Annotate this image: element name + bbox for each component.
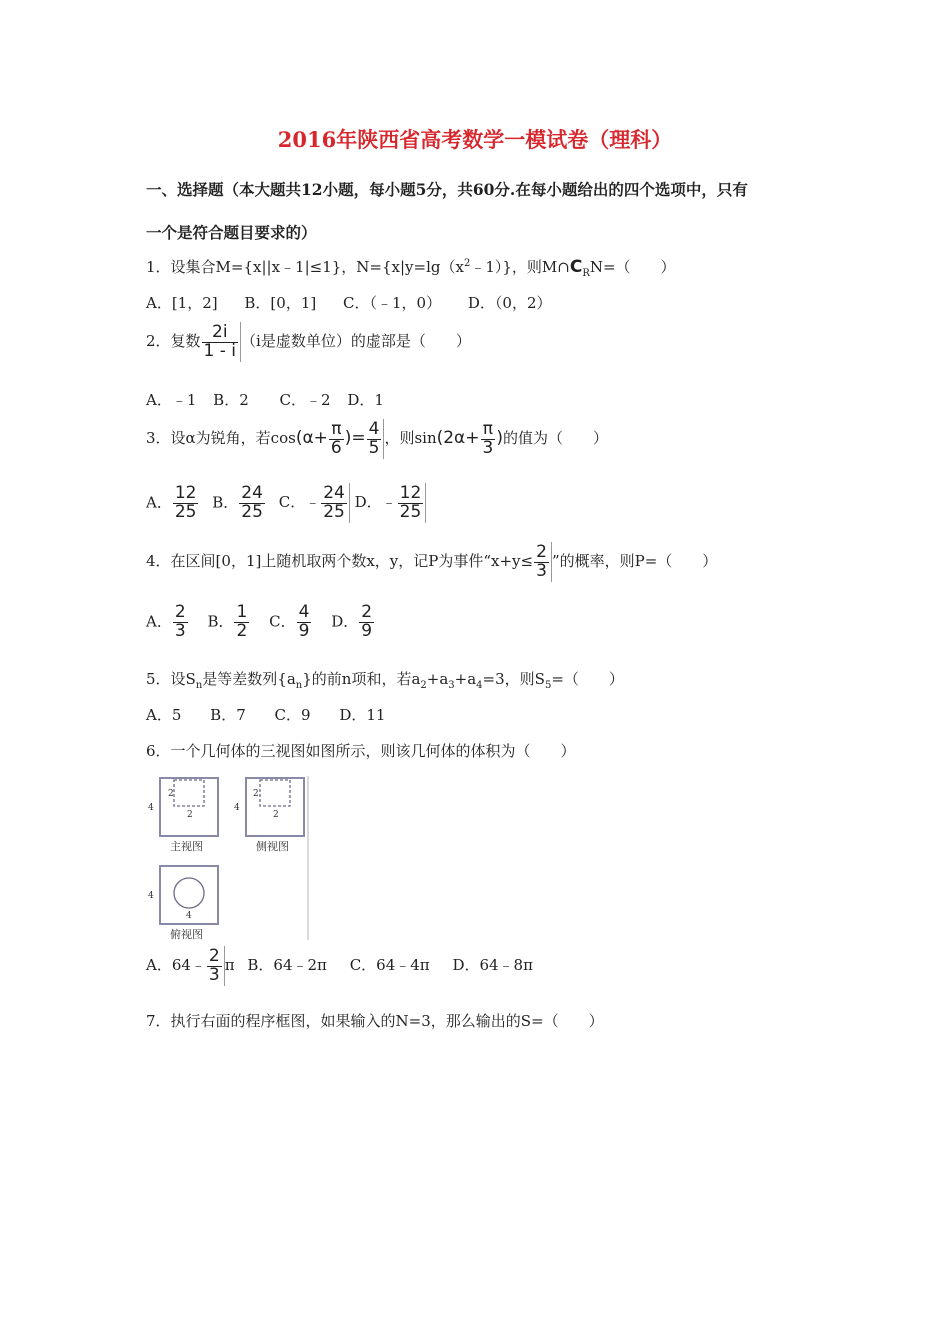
option-denominator: 9 <box>298 620 310 641</box>
option-fraction <box>173 482 199 522</box>
q6-option-c: C．64﹣4π <box>349 956 430 974</box>
option-fraction <box>207 945 222 985</box>
option-denominator: 2 <box>236 620 248 641</box>
option-fraction <box>173 604 188 641</box>
side-dim-2-horizontal: 2 <box>273 810 279 820</box>
q1-option-c: C．（﹣1，0） <box>343 294 442 312</box>
q3-prefix: 3．设α为锐角，若cos <box>146 429 296 447</box>
option-fraction <box>321 482 347 522</box>
q3-denominator: 3 <box>482 437 494 458</box>
q1-superscript: 2 <box>463 258 471 269</box>
option-label: A． <box>146 493 172 511</box>
option-label: A． <box>146 612 172 631</box>
q3-option-b <box>212 482 266 522</box>
option-label: D． <box>331 612 359 631</box>
q6-option-d: D．64﹣8π <box>452 956 533 974</box>
q5-option-b: B．7 <box>210 706 246 724</box>
option-label: A．64﹣ <box>146 956 206 974</box>
q1-stem-part: N=（ ） <box>589 258 676 276</box>
q3-denominator: 5 <box>368 437 380 458</box>
question-2-stem <box>146 322 471 362</box>
option-denominator: 25 <box>241 501 263 522</box>
q1-option-a: A．[1，2] <box>146 294 218 312</box>
front-dim-2-vertical: 2 <box>168 789 174 799</box>
q3-paren-close: )= <box>344 428 366 448</box>
q5-text: 5．设S <box>146 670 196 688</box>
side-view-square <box>246 778 304 836</box>
side-dim-4: 4 <box>234 803 240 813</box>
option-label: D．﹣ <box>354 493 397 511</box>
question-7-stem: 7．执行右面的程序框图，如果输入的N=3，那么输出的S=（ ） <box>146 1012 604 1030</box>
top-dim-4-vertical: 4 <box>148 891 154 901</box>
q3-option-a <box>146 482 199 522</box>
q2-option-d: D．1 <box>347 391 384 409</box>
question-6-stem: 6．一个几何体的三视图如图所示，则该几何体的体积为（ ） <box>146 742 576 760</box>
q5-option-a: A．5 <box>146 706 182 724</box>
q4-option-c <box>269 604 312 641</box>
q3-pi: π <box>331 418 342 439</box>
q2-option-c: C．﹣2 <box>279 391 331 409</box>
q6-option-a <box>146 946 235 986</box>
option-denominator: 25 <box>399 501 422 522</box>
front-view-square <box>160 778 218 836</box>
three-view-drawing <box>140 772 320 944</box>
q1-subscript: R <box>582 268 590 279</box>
side-view-hidden-box <box>260 780 290 806</box>
q5-text: =（ ） <box>551 670 624 688</box>
option-label: B． <box>212 493 239 511</box>
question-1-options <box>146 292 552 313</box>
option-numerator: 2 <box>208 945 220 966</box>
q3-denominator: 6 <box>330 437 342 458</box>
question-2-options <box>146 389 384 410</box>
option-fraction <box>297 604 312 641</box>
q5-subscript: 5 <box>544 680 552 691</box>
q4-option-b <box>207 604 250 641</box>
q3-suffix: 的值为（ ） <box>502 429 608 447</box>
q3-paren-open: (2α+ <box>436 428 480 448</box>
option-denominator: 3 <box>174 620 186 641</box>
q1-stem-part: 1．设集合M={x||x﹣1|≤1}，N={x|y=lg（x <box>146 258 464 276</box>
question-5-options <box>146 704 385 725</box>
q5-text: +a <box>426 670 449 688</box>
q6-option-b: B．64﹣2π <box>247 956 327 974</box>
front-dim-2-horizontal: 2 <box>187 810 193 820</box>
q3-mid: ，则sin <box>384 429 437 447</box>
q4-option-d <box>331 604 375 641</box>
q3-fraction-pi-6 <box>329 418 344 458</box>
q1-option-b: B．[0，1] <box>244 294 317 312</box>
option-numerator: 2 <box>361 602 373 622</box>
option-fraction <box>234 604 249 641</box>
q4-numerator: 2 <box>536 541 547 562</box>
complement-symbol: C <box>569 257 583 277</box>
q3-fraction-pi-3 <box>481 418 496 458</box>
section-heading-line2: 一个是符合题目要求的） <box>146 223 317 242</box>
option-fraction <box>398 482 424 522</box>
question-3-options <box>146 483 426 523</box>
side-view-label: 侧视图 <box>256 840 289 853</box>
q2-suffix: （i是虚数单位）的虚部是（ ） <box>241 332 471 350</box>
q4-fraction <box>534 541 549 581</box>
q3-pi: π <box>482 418 494 439</box>
q1-option-d: D．（0，2） <box>467 294 552 312</box>
option-denominator: 25 <box>174 501 197 522</box>
q3-numerator: 4 <box>368 418 380 439</box>
question-4-stem <box>146 542 717 582</box>
option-fraction <box>239 482 265 522</box>
option-fraction <box>359 604 374 641</box>
q5-subscript: n <box>295 680 303 691</box>
page-title: 2016年陕西省高考数学一模试卷（理科） <box>277 127 673 152</box>
option-numerator: 1 <box>236 602 248 622</box>
option-denominator: 25 <box>323 501 345 522</box>
q5-text: }的前n项和，若a <box>302 670 421 688</box>
q5-subscript: 3 <box>448 680 455 691</box>
q3-paren-open: (α+ <box>295 428 328 448</box>
section-heading-line1: 一、选择题（本大题共12小题，每小题5分，共60分.在每小题给出的四个选项中，只有 <box>146 180 748 199</box>
q4-option-a <box>146 604 189 641</box>
q5-option-d: D．11 <box>339 706 386 724</box>
option-numerator: 4 <box>298 602 310 622</box>
q2-denominator: 1 - i <box>203 340 237 361</box>
formula-edge <box>425 483 426 523</box>
q4-denominator: 3 <box>536 560 547 581</box>
question-6-options <box>146 946 533 986</box>
top-view-circle <box>174 878 204 908</box>
q4-prefix: 4．在区间[0，1]上随机取两个数x，y，记P为事件“x+y≤ <box>146 552 534 570</box>
question-5-stem <box>146 668 624 691</box>
option-denominator: 3 <box>208 964 220 985</box>
q2-numerator: 2i <box>212 321 228 342</box>
q2-prefix: 2．复数 <box>146 332 201 350</box>
q2-fraction <box>202 321 238 361</box>
option-label: C． <box>269 612 296 631</box>
option-pi: π <box>224 956 235 974</box>
q5-text: =3，则S <box>482 670 545 688</box>
q3-fraction-4-5 <box>367 418 382 458</box>
option-denominator: 9 <box>361 620 373 641</box>
q2-option-a: A．﹣1 <box>146 391 197 409</box>
formula-edge <box>349 483 350 523</box>
front-view-hidden-box <box>174 780 204 806</box>
q5-option-c: C．9 <box>274 706 311 724</box>
question-1-stem <box>146 256 676 279</box>
option-label: B． <box>207 612 234 631</box>
option-numerator: 12 <box>174 482 197 503</box>
q5-text: 是等差数列{a <box>202 670 296 688</box>
side-dim-2-vertical: 2 <box>253 789 259 799</box>
option-numerator: 2 <box>174 602 186 622</box>
question-3-stem <box>146 419 608 459</box>
q3-paren-close: ) <box>496 428 503 448</box>
q5-text: +a <box>454 670 477 688</box>
top-view-label: 俯视图 <box>170 928 203 941</box>
front-dim-4: 4 <box>148 803 154 813</box>
q1-stem-part: ﹣1）}，则M∩ <box>470 258 570 276</box>
q3-option-c <box>279 483 350 523</box>
q5-subscript: 2 <box>420 680 427 691</box>
top-dim-4-horizontal: 4 <box>186 911 192 921</box>
front-view-label: 主视图 <box>170 840 203 853</box>
option-numerator: 12 <box>399 482 422 503</box>
q5-subscript: 4 <box>476 680 483 691</box>
option-numerator: 24 <box>323 482 345 503</box>
q5-subscript: n <box>195 680 203 691</box>
q4-suffix: ”的概率，则P=（ ） <box>551 552 718 570</box>
three-view-figure <box>140 772 320 944</box>
option-label: C．﹣ <box>278 493 321 511</box>
option-numerator: 24 <box>241 482 263 503</box>
q2-option-b: B．2 <box>213 391 249 409</box>
q3-option-d <box>355 483 427 523</box>
question-4-options <box>146 604 375 641</box>
